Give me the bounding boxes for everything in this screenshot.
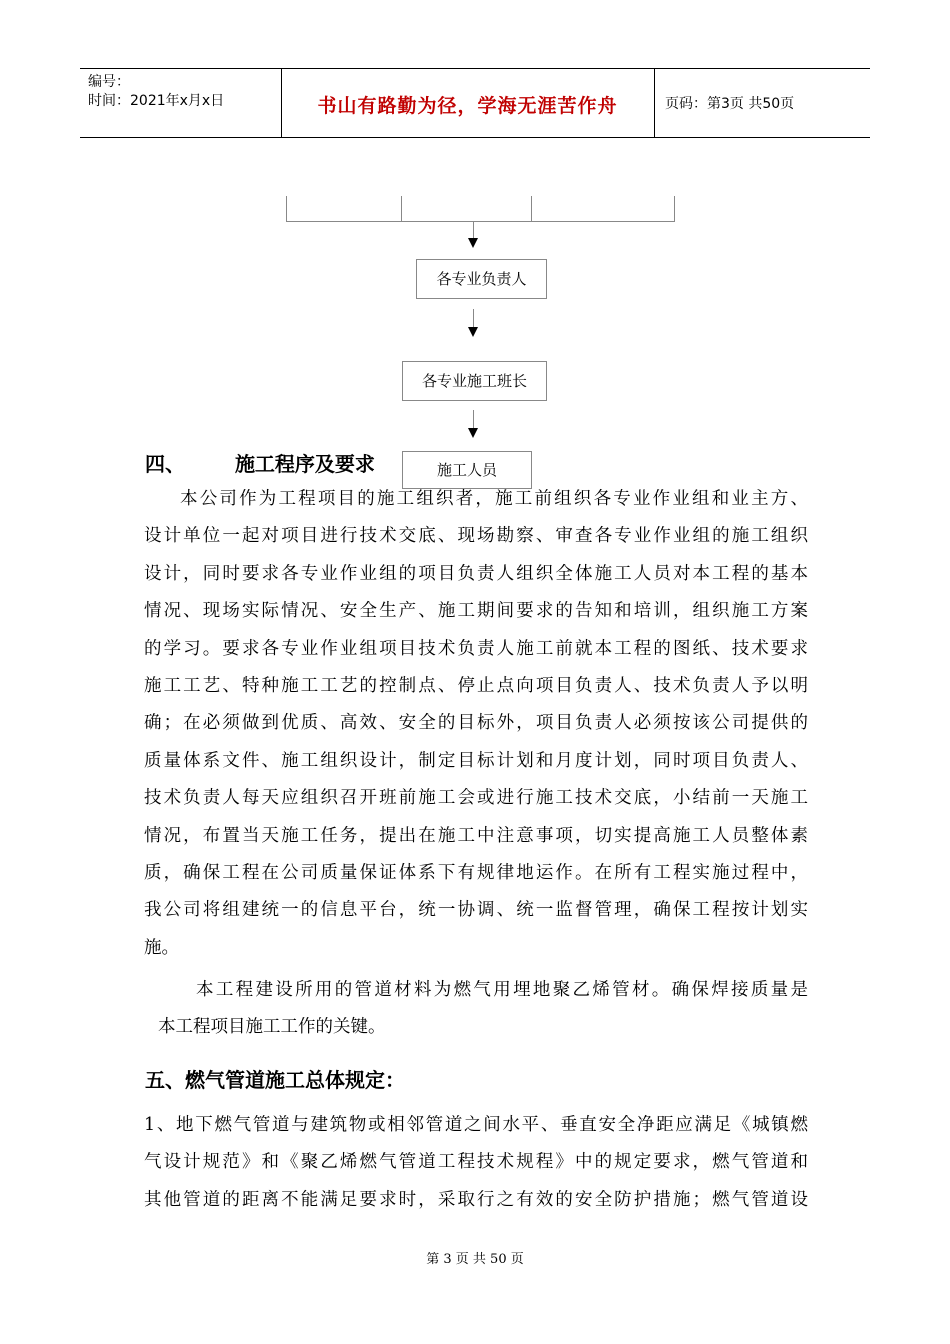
flow-connector — [531, 196, 532, 222]
text-line: 我公司将组建统一的信息平台，统一协调、统一监督管理，确保工程按计划实 — [144, 900, 808, 921]
flow-connector — [286, 221, 675, 222]
text-line: 情况、现场实际情况、安全生产、施工期间要求的告知和培训，组织施工方案 — [144, 601, 808, 622]
text-line: 确；在必须做到优质、高效、安全的目标外，项目负责人必须按该公司提供的 — [144, 713, 808, 734]
flow-connector — [473, 410, 474, 428]
arrow-down-icon — [468, 428, 478, 438]
flow-connector — [473, 222, 474, 238]
text-line: 本公司作为工程项目的施工组织者，施工前组织各专业作业组和业主方、 — [180, 489, 808, 509]
text-line: 的学习。要求各专业作业组项目技术负责人施工前就本工程的图纸、技术要求 — [144, 638, 808, 659]
text-line: 质量体系文件、施工组织设计，制定目标计划和月度计划，同时项目负责人、 — [144, 750, 808, 771]
flow-connector — [401, 196, 402, 222]
header-number: 编号： — [88, 74, 130, 90]
header-motto: 书山有路勤为径，学海无涯苦作舟 — [317, 95, 618, 117]
text-line: 设计，同时要求各专业作业组的项目负责人组织全体施工人员对本工程的基本 — [144, 563, 808, 584]
flow-connector — [473, 309, 474, 327]
section-4-heading — [145, 448, 375, 477]
arrow-down-icon — [468, 238, 478, 248]
header-divider — [654, 69, 655, 137]
flow-box-discipline-leads: 各专业负责人 — [416, 259, 547, 299]
section-4-number: 四、 — [145, 452, 185, 476]
page-header — [80, 68, 870, 138]
header-time: 时间：2021年x月x日 — [88, 93, 225, 109]
section-4-paragraph-1 — [144, 481, 808, 967]
page-footer: 第 3 页 共 50 页 — [426, 1252, 524, 1267]
text-line: 其他管道的距离不能满足要求时，采取行之有效的安全防护措施；燃气管道设 — [144, 1189, 808, 1210]
text-line: 设计单位一起对项目进行技术交底、现场勘察、审查各专业作业组的施工组织 — [144, 526, 808, 547]
arrow-down-icon — [468, 327, 478, 337]
flow-box-team-leaders: 各专业施工班长 — [402, 361, 547, 401]
text-line: 技术负责人每天应组织召开班前施工会或进行施工技术交底，小结前一天施工 — [144, 788, 808, 809]
header-page-info: 页码：第3页 共50页 — [665, 96, 795, 112]
text-line: 本工程建设所用的管道材料为燃气用埋地聚乙烯管材。确保焊接质量是 — [196, 980, 808, 1000]
section-5-paragraph-1 — [144, 1107, 808, 1219]
flow-connector — [286, 196, 287, 222]
section-4-paragraph-2 — [158, 972, 808, 1047]
text-line: 本工程项目施工工作的关键。 — [158, 1017, 386, 1038]
flow-connector — [674, 196, 675, 222]
text-line: 气设计规范》和《聚乙烯燃气管道工程技术规程》中的规定要求，燃气管道和 — [144, 1152, 808, 1173]
header-meta — [88, 73, 224, 111]
text-line: 情况，布置当天施工任务，提出在施工中注意事项，切实提高施工人员整体素 — [144, 825, 808, 846]
section-4-title: 施工程序及要求 — [234, 452, 375, 476]
text-line: 施。 — [144, 937, 179, 958]
flow-box-workers: 施工人员 — [402, 451, 532, 489]
text-line: 质，确保工程在公司质量保证体系下有规律地运作。在所有工程实施过程中， — [144, 863, 808, 884]
text-line: 1、地下燃气管道与建筑物或相邻管道之间水平、垂直安全净距应满足《城镇燃 — [144, 1115, 808, 1135]
section-5-heading: 五、燃气管道施工总体规定： — [145, 1068, 405, 1092]
text-line: 施工工艺、特种施工工艺的控制点、停止点向项目负责人、技术负责人予以明 — [144, 676, 808, 697]
